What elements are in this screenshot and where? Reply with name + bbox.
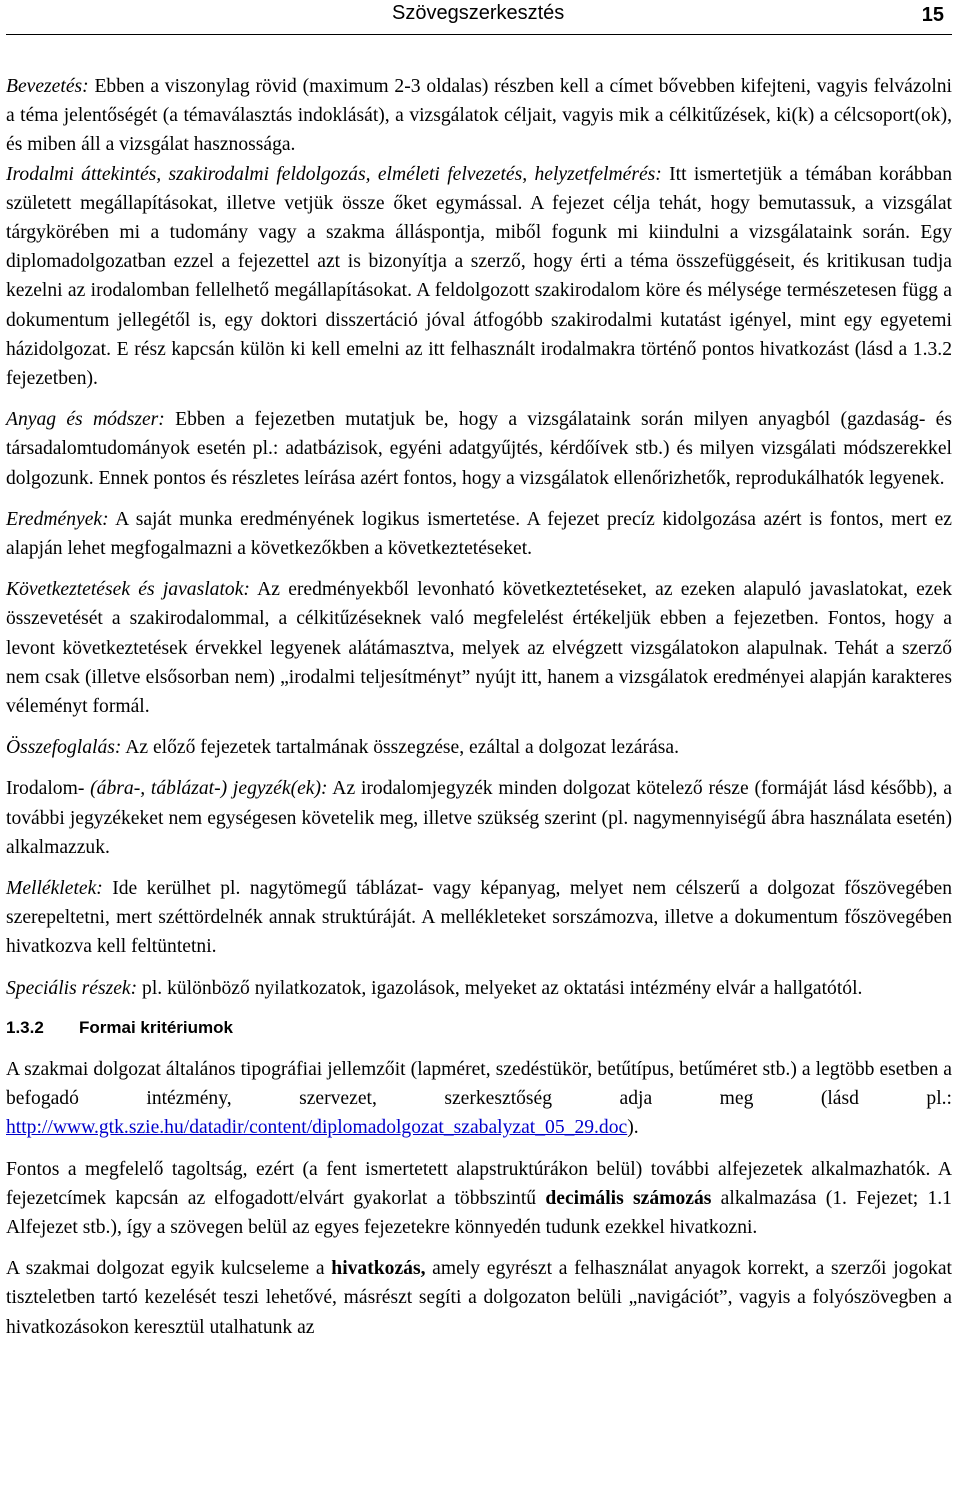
section-title: Formai kritériumok [79,1017,233,1037]
paragraph-lead: Összefoglalás: [6,737,122,759]
paragraph-lead: Eredmények: [6,508,109,530]
paragraph-text: ). [627,1117,639,1139]
paragraph-text: amely egyrészt a felhasználat anyagok korrekt, a szerzői jogokat tiszteletben tartó kezelését teszi lehetővé, másrészt segíti a dolgozaton belüli „navigációt”, vagyis a folyószövegben a hivatkozásokon keresztül utalhatunk az [6,1258,952,1338]
running-title: Szövegszerkesztés [392,2,565,24]
paragraph-literature-review [6,160,952,394]
document-body [6,72,952,1354]
paragraph-prefix: Irodalom- [6,778,91,800]
paragraph-text: Ebben a viszonylag rövid (maximum 2-3 oldalas) részben kell a címet bővebben kifejteni, vagyis felvázolni a téma jelentőségét (a témaválasztás indoklását), a vizsgálatok céljait, vagyis mik a célkitűzések, ki(k) a célcsoport(ok), és miben áll a vizsgálat hasznossága. [6,76,952,156]
paragraph-text: Itt ismertetjük a témában korábban született megállapításokat, illetve vetjük össze őket egymással. A fejezet célja tehát, hogy bemutassuk, a vizsgálat tárgykörében mi a tudomány vagy a szakma álláspontja, miből fogunk mi kiindulni a vizsgálataink során. Egy diplomadolgozatban ezzel a fejezettel azt is bizonyítja a szerző, hogy érti a téma összefüggéseit, és kritikusan tudja kezelni az irodalomban fellelhető megállapításokat. A feldolgozott szakirodalom köre és mélysége természetesen függ a dokumentum jellegétől is, egy doktori disszertáció jóval átfogóbb szakirodalmi kutatást igényel, mint egy egyetemi házidolgozat. E rész kapcsán külön ki kell emelni az itt felhasznált irodalmakra történő pontos hivatkozást (lásd a 1.3.2 fejezetben). [6,163,952,390]
paragraph-special-parts [6,974,952,1003]
header-rule [6,34,952,35]
paragraph-conclusions [6,575,952,721]
paragraph-structure [6,1155,952,1243]
paragraph-text: Az előző fejezetek tartalmának összegzése, ezáltal a dolgozat lezárása. [121,737,679,759]
paragraph-lead: Bevezetés: [6,76,89,97]
paragraph-lead: Speciális részek: [6,977,138,999]
paragraph-lead: Anyag és módszer: [6,409,165,431]
page-header [0,0,960,36]
paragraph-summary [6,733,952,762]
bold-term: hivatkozás, [331,1258,426,1280]
paragraph-text: alkalmazása (1. Fejezet; 1.1 Alfejezet stb.), így a szövegen belül az egyes fejezetekre könnyedén tudunk ezekkel hivatkozni. [6,1187,952,1238]
paragraph-bibliography [6,774,952,862]
paragraph-lead: Irodalmi áttekintés, szakirodalmi feldolgozás, elméleti felvezetés, helyzetfelmérés: [6,163,662,185]
paragraph-text: A saját munka eredményének logikus ismertetése. A fejezet precíz kidolgozása azért is fontos, mert ez alapján lehet megfogalmazni a következőkben a következtetéseket. [6,508,952,560]
paragraph-lead: Mellékletek: [6,878,103,900]
regulation-link[interactable]: http://www.gtk.szie.hu/datadir/content/diplomadolgozat_szabalyzat_05_29.doc [6,1117,628,1139]
paragraph-introduction [6,72,952,160]
paragraph-text: Ide kerülhet pl. nagytömegű táblázat- vagy képanyag, melyet nem célszerű a dolgozat főszövegében szerepeltetni, mert széttördelnék annak struktúráját. A mellékleteket sorszámozva, illetve a dokumentum főszövegében hivatkozva kell feltüntetni. [6,878,952,958]
paragraph-lead: Következtetések és javaslatok: [6,579,250,601]
paragraph-typography [6,1055,952,1143]
paragraph-results [6,505,952,563]
paragraph-text: Fontos a megfelelő tagoltság, ezért (a fent ismertetett alapstruktúrákon belül) további alfejezetek alkalmazhatók. A fejezetcímek kapcsán az elfogadott/elvárt gyakorlat a többszintű [6,1158,952,1209]
paragraph-text: A szakmai dolgozat egyik kulcseleme a [6,1258,332,1280]
paragraph-citation [6,1254,952,1342]
paragraph-materials-methods [6,405,952,493]
paragraph-text: Az eredményekből levonható következtetéseket, az ezeken alapuló javaslatokat, ezek összevetését a szakirodalommal, a célkitűzéseknek való megfelelést értékeljük ebben a fejezetben. Fontos, hogy a levont következtetések érvekkel legyenek alátámasztva, melyek az elvégzett vizsgálatokon alapulnak. Tehát a szerző nem csak (illetve elsősorban nem) „irodalmi teljesítményt” nyújt itt, hanem a vizsgálatok eredményei alapján karakteres véleményt formál. [6,579,952,718]
section-heading [6,1017,952,1039]
paragraph-lead: (ábra-, táblázat-) jegyzék(ek): [90,778,328,800]
paragraph-text: pl. különböző nyilatkozatok, igazolások, melyeket az oktatási intézmény elvár a hallgatótól. [137,977,863,999]
paragraph-text: A szakmai dolgozat általános tipográfiai jellemzőit (lapméret, szedéstükör, betűtípus, betűméret stb.) a legtöbb esetben a befogadó intézmény, szervezet, szerkesztőség adja meg (lásd pl.: [6,1058,952,1110]
page-number: 15 [921,4,944,26]
paragraph-text: Az irodalomjegyzék minden dolgozat kötelező része (formáját lásd később), a további jegyzékeket nem egységesen követelik meg, illetve szükség szerint (pl. nagymennyiségű ábra használata esetén) alkalmazzuk. [6,778,952,858]
bold-term: decimális számozás [545,1187,712,1209]
section-number: 1.3.2 [6,1017,44,1037]
paragraph-text: Ebben a fejezetben mutatjuk be, hogy a vizsgálataink során milyen anyagból (gazdaság- és társadalomtudományok esetén pl.: adatbázisok, egyéni adatgyűjtés, kérdőívek stb.) és milyen vizsgálati módszerekkel dolgozunk. Ennek pontos és részletes leírása azért fontos, hogy a vizsgálatok ellenőrizhetők, reprodukálhatók legyenek. [6,409,953,489]
paragraph-appendices [6,874,952,962]
